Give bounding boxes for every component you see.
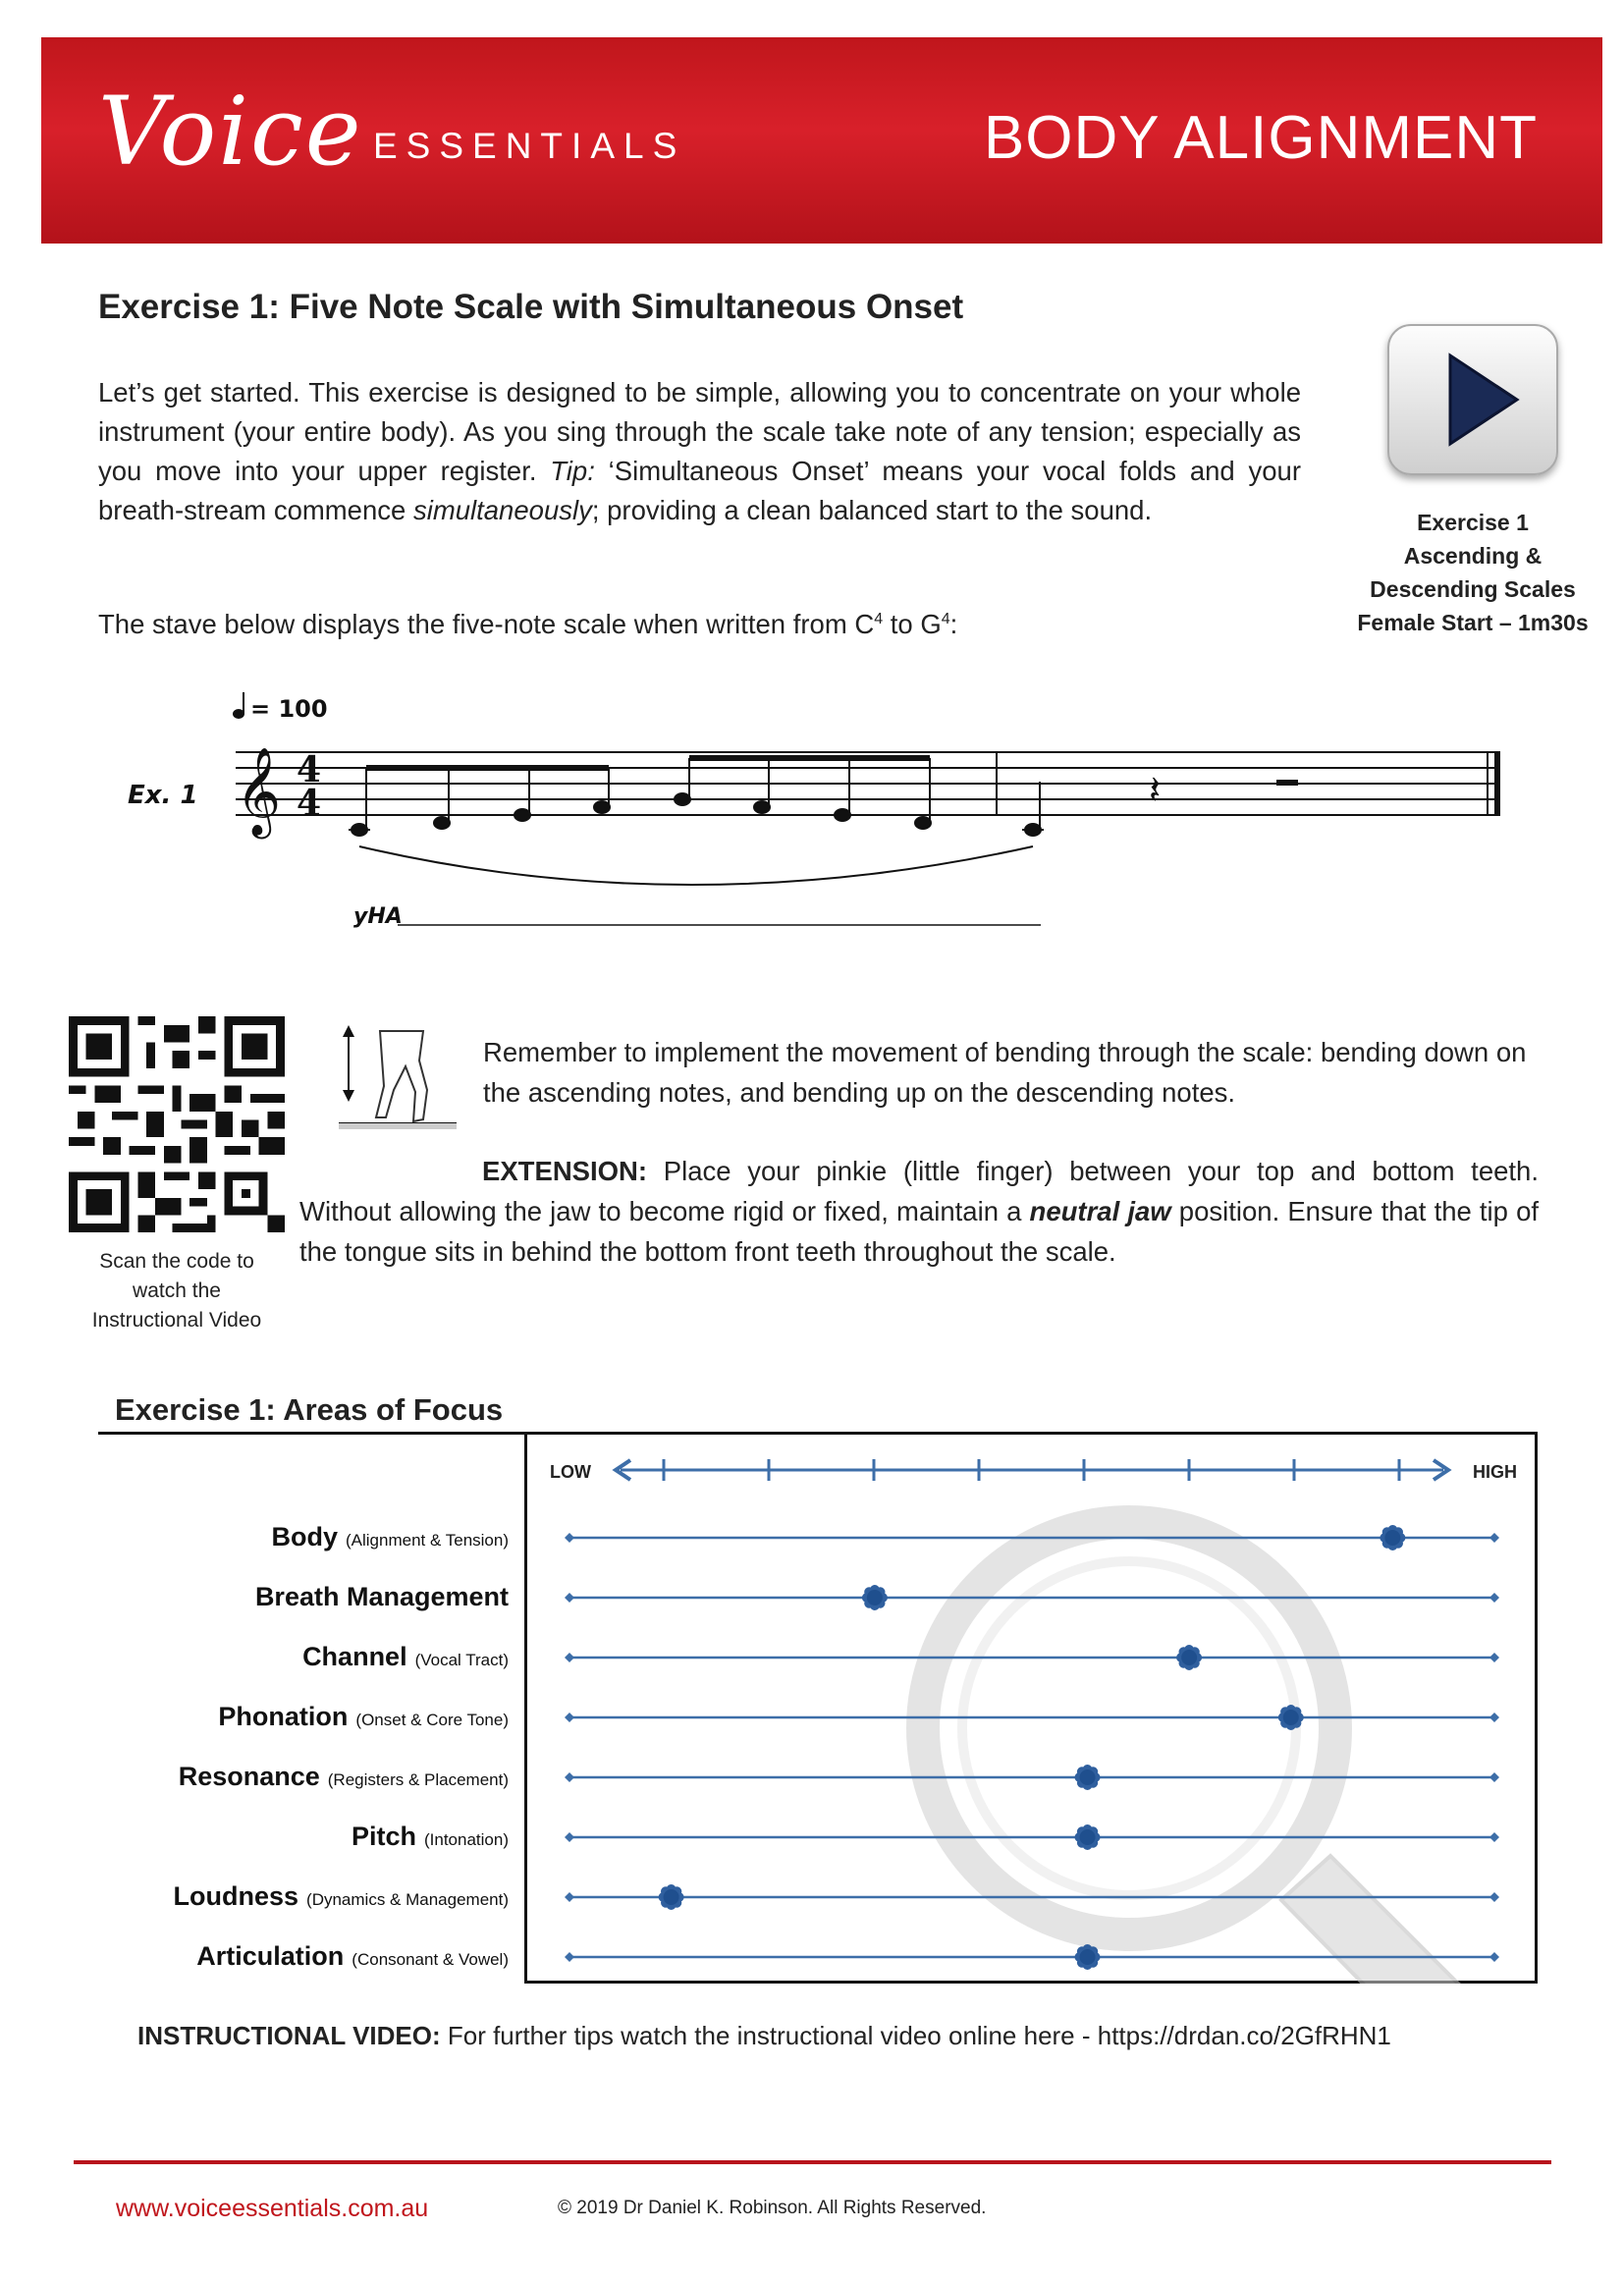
row-end-marker xyxy=(565,1653,574,1662)
time-sig-bottom: 4 xyxy=(297,783,322,824)
level-marker xyxy=(1278,1705,1304,1730)
row-end-marker xyxy=(1489,1772,1499,1782)
row-end-marker xyxy=(1489,1952,1499,1962)
level-marker xyxy=(1075,1824,1101,1850)
row-end-marker xyxy=(565,1713,574,1722)
focus-row-label: Articulation (Consonant & Vowel) xyxy=(196,1941,509,1971)
treble-clef: 𝄞 xyxy=(236,747,282,836)
focus-row-label: Pitch (Intonation) xyxy=(351,1822,509,1851)
row-end-marker xyxy=(565,1593,574,1603)
extension-paragraph: EXTENSION: Place your pinkie (little finger) between your top and bottom teeth. Without allowing the jaw to become rigid or fixed, maintain a neutral jaw position. Ensure that the tip of the tongue sits in behind the bottom front teeth throughout the scale. xyxy=(299,1156,1540,1267)
time-sig-top: 4 xyxy=(297,749,322,790)
row-end-marker xyxy=(565,1832,574,1842)
focus-row-label: Breath Management xyxy=(254,1582,509,1611)
row-end-marker xyxy=(1489,1713,1499,1722)
focus-row-label: Phonation (Onset & Core Tone) xyxy=(218,1702,509,1731)
exercise-title: Exercise 1: Five Note Scale with Simultaneous Onset xyxy=(98,288,964,326)
focus-row-label: Channel (Vocal Tract) xyxy=(302,1642,509,1671)
row-end-marker xyxy=(1489,1892,1499,1902)
focus-row xyxy=(218,1702,1499,1731)
instructional-video-line xyxy=(137,2021,1391,2051)
lyric: yHA xyxy=(353,904,403,929)
level-marker xyxy=(1075,1765,1101,1790)
scale-high-label: HIGH xyxy=(1473,1462,1517,1482)
magnifier-icon xyxy=(923,1522,1546,1984)
row-end-marker xyxy=(1489,1653,1499,1662)
focus-row-label: Body (Alignment & Tension) xyxy=(271,1522,509,1551)
level-marker xyxy=(1380,1525,1405,1551)
logo-text: ESSENTIALS xyxy=(373,126,686,166)
logo-script: Voice xyxy=(98,77,363,187)
movement-instruction: Remember to implement the movement of bending through the scale: bending down on the ascending notes, and bending up on the descending notes. xyxy=(483,1037,1527,1108)
focus-chart xyxy=(0,1434,1624,1984)
scale-axis xyxy=(550,1459,1517,1482)
video-caption: Exercise 1 Ascending & Descending Scales Female Start – 1m30s xyxy=(1357,510,1589,635)
play-icon xyxy=(1389,326,1556,473)
level-marker xyxy=(1075,1944,1101,1970)
instructional-link[interactable]: For further tips watch the instructional video online here - https://drdan.co/2GfRHN1 xyxy=(440,2021,1391,2050)
stave-description: The stave below displays the five-note scale when written from $C^4$ to $G^4$: xyxy=(98,609,958,639)
instructional-label: INSTRUCTIONAL VIDEO: xyxy=(137,2021,441,2050)
level-marker xyxy=(659,1884,684,1910)
focus-row-label: Resonance (Registers & Placement) xyxy=(178,1762,509,1791)
staff-lines xyxy=(236,752,1500,815)
row-end-marker xyxy=(565,1533,574,1543)
quarter-rest: 𝄽 xyxy=(1149,768,1162,813)
knee-bend-icon xyxy=(329,1021,466,1139)
focus-row xyxy=(179,1762,1499,1791)
play-video-button[interactable] xyxy=(1387,324,1558,475)
intro-emphasis: simultaneously xyxy=(412,495,592,525)
tip-label: Tip: xyxy=(550,456,595,486)
qr-caption: Scan the code to watch the Instructional Video xyxy=(91,1250,262,1332)
row-end-marker xyxy=(565,1772,574,1782)
scale-low-label: LOW xyxy=(550,1462,591,1482)
tempo-mark: = 100 xyxy=(250,695,328,723)
intro-paragraph: Let’s get started. This exercise is designed to be simple, allowing you to concentrate on your whole instrument (your entire body). As you sing through the scale take note of any tension; especially as you move into your upper register. Tip: ‘Simultaneous Onset’ means your vocal folds and your breath-stream commence simultaneously; providing a clean balanced start to the sound. xyxy=(98,377,1301,525)
row-end-marker xyxy=(1489,1533,1499,1543)
focus-title: Exercise 1: Areas of Focus xyxy=(115,1392,504,1427)
focus-row-label: Loudness (Dynamics & Management) xyxy=(173,1881,509,1911)
exercise-label: Ex. 1 xyxy=(128,781,198,810)
extension-emphasis: neutral jaw xyxy=(1029,1196,1171,1226)
level-marker xyxy=(1176,1645,1202,1670)
row-end-marker xyxy=(1489,1593,1499,1603)
slur xyxy=(359,846,1033,885)
music-score xyxy=(0,678,1624,962)
row-end-marker xyxy=(565,1892,574,1902)
level-marker xyxy=(862,1585,888,1610)
half-rest xyxy=(1276,780,1298,786)
focus-row xyxy=(272,1522,1500,1551)
focus-row xyxy=(196,1941,1499,1971)
footer-copyright: © 2019 Dr Daniel K. Robinson. All Rights Reserved. xyxy=(558,2198,987,2218)
row-end-marker xyxy=(1489,1832,1499,1842)
page-title: BODY ALIGNMENT xyxy=(983,104,1538,172)
footer-url[interactable]: www.voiceessentials.com.au xyxy=(116,2195,429,2222)
row-end-marker xyxy=(565,1952,574,1962)
qr-code-icon[interactable] xyxy=(69,1016,285,1232)
extension-label: EXTENSION: xyxy=(482,1156,648,1186)
footer-divider xyxy=(74,2160,1551,2164)
